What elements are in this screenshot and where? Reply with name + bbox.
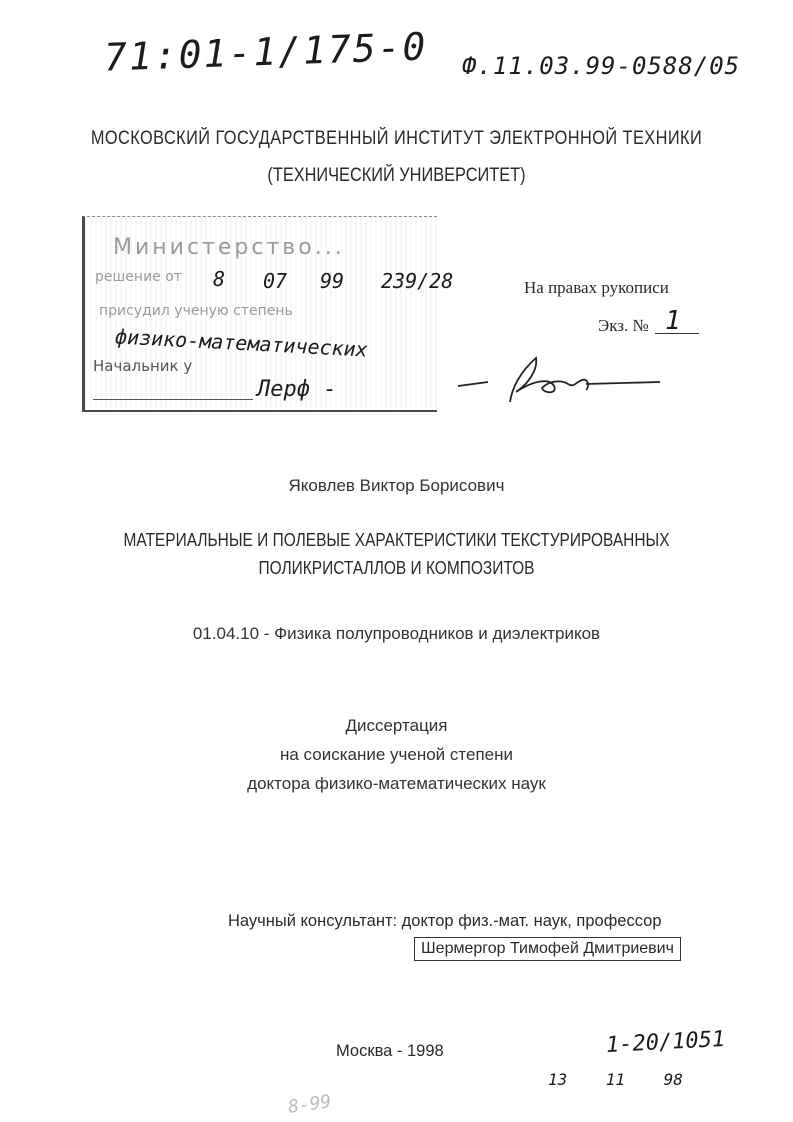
copy-number-underline xyxy=(655,333,699,334)
handwritten-reference-number: Ф.11.03.99-0588/05 xyxy=(462,52,741,80)
handwritten-footer-number: 1-20/1051 xyxy=(605,1026,726,1059)
degree-line2: на соискание ученой степени xyxy=(279,745,513,764)
handwritten-bottom-mark: 8-99 xyxy=(286,1091,333,1118)
handwritten-archive-code: 71:01-1/175-0 xyxy=(103,24,429,80)
stamp-degree-line: присудил ученую степень xyxy=(99,303,293,319)
stamp-date-day: 8 xyxy=(213,267,226,291)
manuscript-rights-label: На правах рукописи xyxy=(524,278,669,297)
copy-number-value: 1 xyxy=(665,306,681,336)
stamp-date-year: 99 xyxy=(320,269,345,293)
stamp-ministry-line: Министерство... xyxy=(113,235,345,260)
institution-subtitle: (ТЕХНИЧЕСКИЙ УНИВЕРСИТЕТ) xyxy=(267,165,526,186)
institution-name: МОСКОВСКИЙ ГОСУДАРСТВЕННЫЙ ИНСТИТУТ ЭЛЕКТРОННОЙ ТЕХНИКИ xyxy=(90,128,703,149)
stamp-signature-underline xyxy=(93,399,253,400)
consultant-name: Шермергор Тимофей Дмитриевич xyxy=(414,937,681,961)
approval-stamp xyxy=(82,216,454,412)
degree-line3: доктора физико-математических наук xyxy=(247,774,546,793)
author-signature xyxy=(450,350,665,410)
stamp-handwritten-degree: физико-математических xyxy=(114,324,369,362)
stamp-date-row: решение от xyxy=(95,269,182,285)
city-year: Москва - 1998 xyxy=(336,1042,444,1060)
copy-number-label: Экз. № xyxy=(598,316,649,335)
handwritten-footer-date: 13 11 98 xyxy=(548,1070,683,1089)
degree-line1: Диссертация xyxy=(345,716,448,735)
stamp-chief-signature: Лерф - xyxy=(257,377,337,402)
specialty: 01.04.10 - Физика полупроводников и диэлектриков xyxy=(192,624,601,643)
author-name: Яковлев Виктор Борисович xyxy=(288,476,505,495)
consultant-label: Научный консультант: доктор физ.-мат. наук, профессор xyxy=(228,912,662,930)
stamp-date-month: 07 xyxy=(263,269,288,293)
dissertation-title-line2: ПОЛИКРИСТАЛЛОВ И КОМПОЗИТОВ xyxy=(258,558,535,578)
dissertation-title-line1: МАТЕРИАЛЬНЫЕ И ПОЛЕВЫЕ ХАРАКТЕРИСТИКИ ТЕКСТУРИРОВАННЫХ xyxy=(123,530,670,550)
stamp-chief-label: Начальник у xyxy=(93,357,193,375)
stamp-number: 239/28 xyxy=(381,269,454,293)
